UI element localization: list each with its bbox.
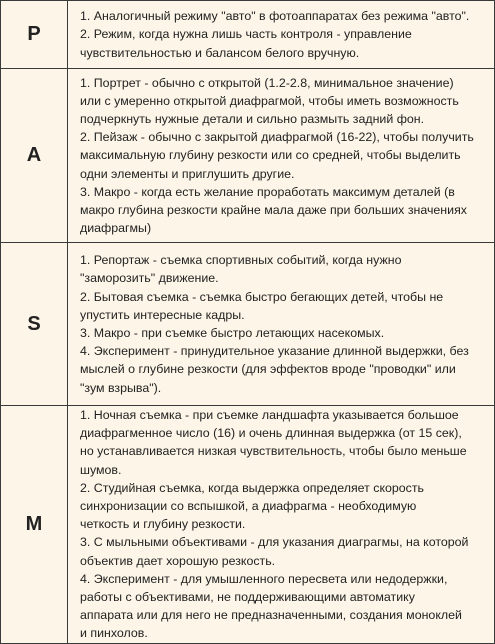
description-line: чувствительностью и балансом белого вручную. bbox=[80, 45, 360, 60]
description-line: мыслей о глубине резкости (для эффектов вроде "проводки" или bbox=[80, 362, 456, 377]
mode-letter: S bbox=[1, 243, 68, 406]
description-line: 4. Эксперимент - для умышленного пересвета или недодержки, bbox=[80, 571, 448, 586]
description-line: 4. Эксперимент - принудительное указание длинной выдержки, без bbox=[80, 344, 469, 359]
description-line: четкость и глубину резкости. bbox=[80, 517, 246, 532]
description-line: но устанавливается низкая чувствительность, чтобы было меньше bbox=[80, 444, 467, 459]
mode-description bbox=[68, 406, 495, 644]
description-line: "зум взрыва"). bbox=[80, 380, 162, 395]
mode-description bbox=[68, 69, 495, 243]
mode-row-s bbox=[1, 243, 495, 406]
description-line: макро глубина резкости крайне мала даже при больших значениях bbox=[80, 203, 467, 217]
description-line: 1. Аналогичный режиму "авто" в фотоаппаратах без режима "авто". bbox=[80, 9, 470, 24]
description-line: максимальную глубину резкости или со средней, чтобы выделить bbox=[80, 148, 461, 163]
mode-row-m bbox=[1, 406, 495, 644]
mode-letter: P bbox=[1, 1, 68, 69]
description-line: аппарата или для него не предназначенными, создания моноклей bbox=[80, 608, 462, 623]
description-line: 2. Режим, когда нужна лишь часть контроля - управление bbox=[80, 27, 412, 42]
modes-table-body bbox=[1, 1, 495, 644]
description-line: подчеркнуть нужные детали и сильно размыть задний фон. bbox=[80, 111, 425, 126]
description-line: шумов. bbox=[80, 462, 122, 477]
description-line: 1. Ночная съемка - при съемке ландшафта указывается большое bbox=[80, 408, 459, 422]
description-line: 2. Бытовая съемка - съемка быстро бегающих детей, чтобы не bbox=[80, 289, 444, 304]
mode-row-a bbox=[1, 69, 495, 243]
description-line: 3. С мыльными объективами - для указания диаграгмы, на которой bbox=[80, 535, 469, 550]
description-line: 1. Репортаж - съемка спортивных событий, когда нужно bbox=[80, 253, 402, 268]
mode-letter: A bbox=[1, 69, 68, 243]
description-line: 1. Портрет - обычно с открытой (1.2-2.8, минимальное значение) bbox=[80, 75, 454, 90]
description-line: диафрагменное число (16) и очень длинная выдержка (от 15 сек), bbox=[80, 426, 462, 441]
description-line: объектив дает хорошую резкость. bbox=[80, 553, 276, 568]
mode-row-p bbox=[1, 1, 495, 69]
description-line: "заморозить" движение. bbox=[80, 271, 219, 286]
description-line: работы с объективами, не поддерживающими автоматику bbox=[80, 590, 415, 605]
description-line: упустить интересные кадры. bbox=[80, 307, 245, 322]
description-line: 2. Студийная съемка, когда выдержка определяет скорость bbox=[80, 480, 425, 495]
mode-description bbox=[68, 243, 495, 406]
mode-letter: M bbox=[1, 406, 68, 644]
mode-description bbox=[68, 1, 495, 69]
description-line: синхронизации со вспышкой, а диафрагма - необходимую bbox=[80, 499, 417, 514]
description-line: 3. Макро - когда есть желание проработать максимум деталей (в bbox=[80, 184, 455, 199]
description-line: или с умеренно открытой диафрагмой, чтобы иметь возможность bbox=[80, 93, 459, 108]
description-line: 2. Пейзаж - обычно с закрытой диафрагмой (16-22), чтобы получить bbox=[80, 130, 474, 145]
description-line: диафрагмы) bbox=[80, 221, 152, 236]
description-line: одни элементы и приглушить другие. bbox=[80, 166, 295, 181]
description-line: 3. Макро - при съемке быстро летающих насекомых. bbox=[80, 326, 385, 340]
description-line: и пинхолов. bbox=[80, 626, 148, 641]
